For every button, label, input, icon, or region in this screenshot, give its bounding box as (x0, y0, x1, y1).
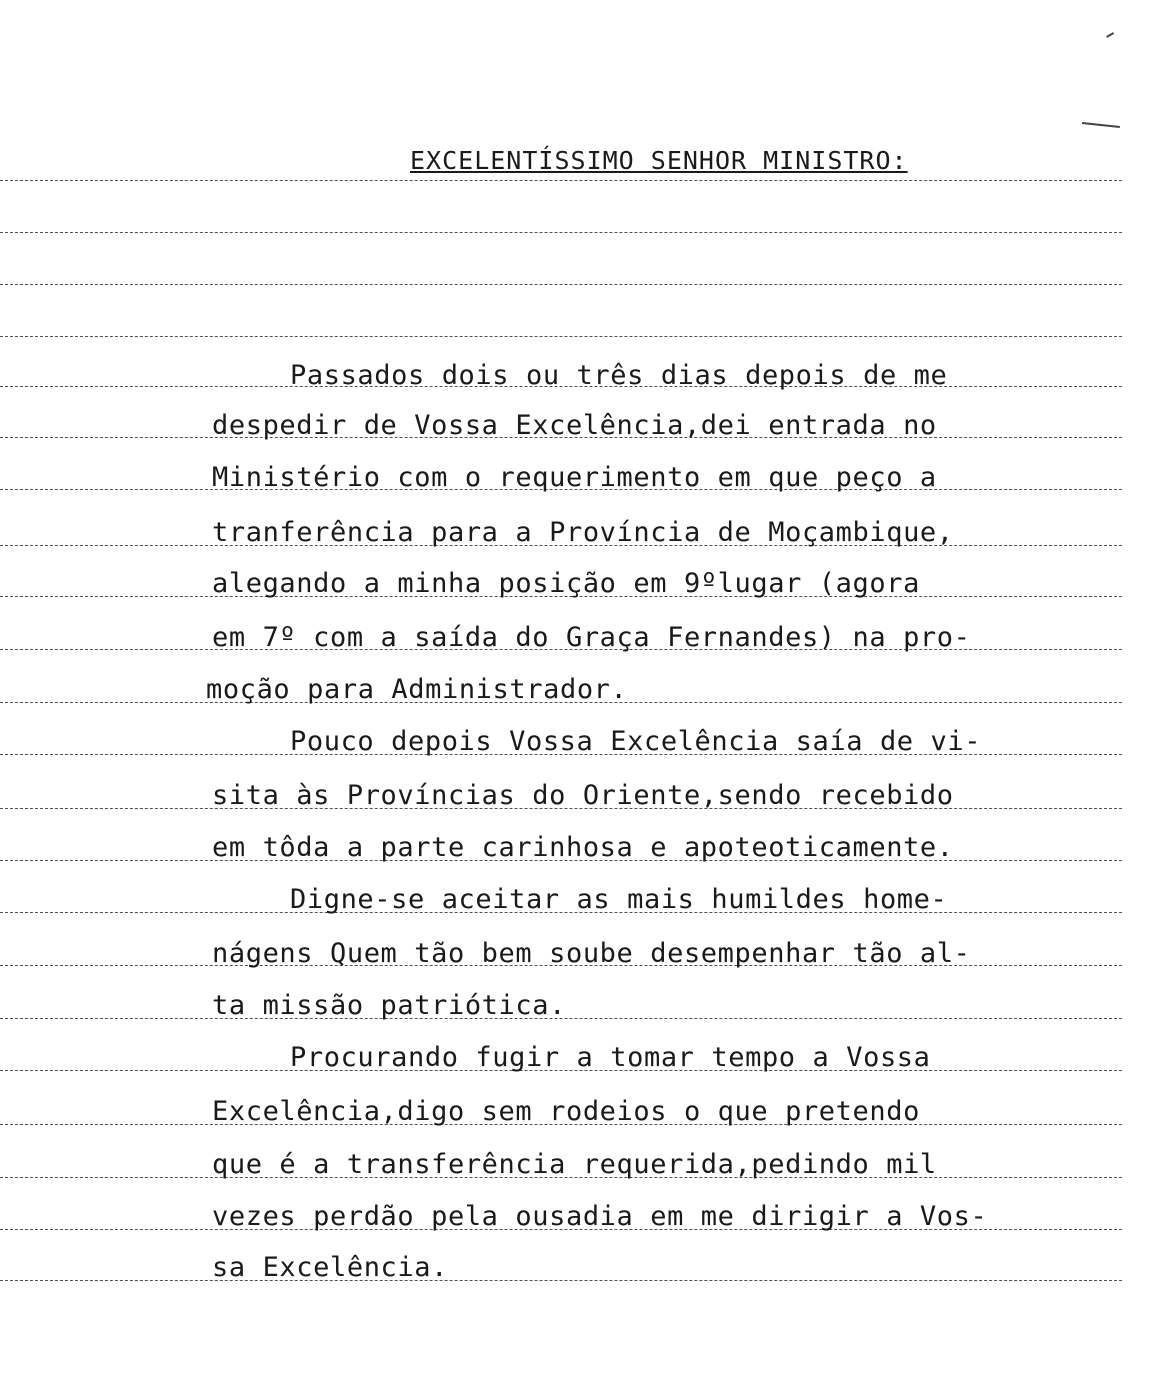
text-line: Digne-se aceitar as mais humildes home- (290, 884, 948, 915)
ruled-line (0, 232, 1122, 233)
text-line: Excelência,digo sem rodeios o que pretendo (212, 1096, 920, 1127)
text-line: Pouco depois Vossa Excelência saía de vi- (290, 726, 982, 757)
text-line: tranferência para a Província de Moçambique, (212, 517, 954, 548)
letter-salutation: EXCELENTÍSSIMO SENHOR MINISTRO: (410, 146, 908, 175)
ruled-line (0, 284, 1122, 285)
scan-mark (1082, 122, 1120, 127)
text-line: despedir de Vossa Excelência,dei entrada no (212, 410, 937, 441)
ruled-line (0, 1280, 1122, 1281)
text-line: Passados dois ou três dias depois de me (290, 360, 948, 391)
text-line: moção para Administrador. (206, 674, 628, 705)
ruled-line (0, 336, 1122, 337)
ruled-line (0, 180, 1122, 181)
text-line: em 7º com a saída do Graça Fernandes) na pro- (212, 622, 971, 653)
text-line: sa Excelência. (212, 1252, 448, 1283)
text-line: Procurando fugir a tomar tempo a Vossa (290, 1042, 931, 1073)
text-line: ta missão patriótica. (212, 990, 566, 1021)
text-line: sita às Províncias do Oriente,sendo recebido (212, 780, 954, 811)
scan-mark (1106, 32, 1114, 37)
text-line: vezes perdão pela ousadia em me dirigir a Vos- (212, 1201, 988, 1232)
text-line: em tôda a parte carinhosa e apoteoticamente. (212, 832, 954, 863)
text-line: nágens Quem tão bem soube desempenhar tão al- (212, 938, 971, 969)
text-line: Ministério com o requerimento em que peço a (212, 462, 937, 493)
text-line: que é a transferência requerida,pedindo mil (212, 1149, 937, 1180)
text-line: alegando a minha posição em 9ºlugar (agora (212, 568, 920, 599)
